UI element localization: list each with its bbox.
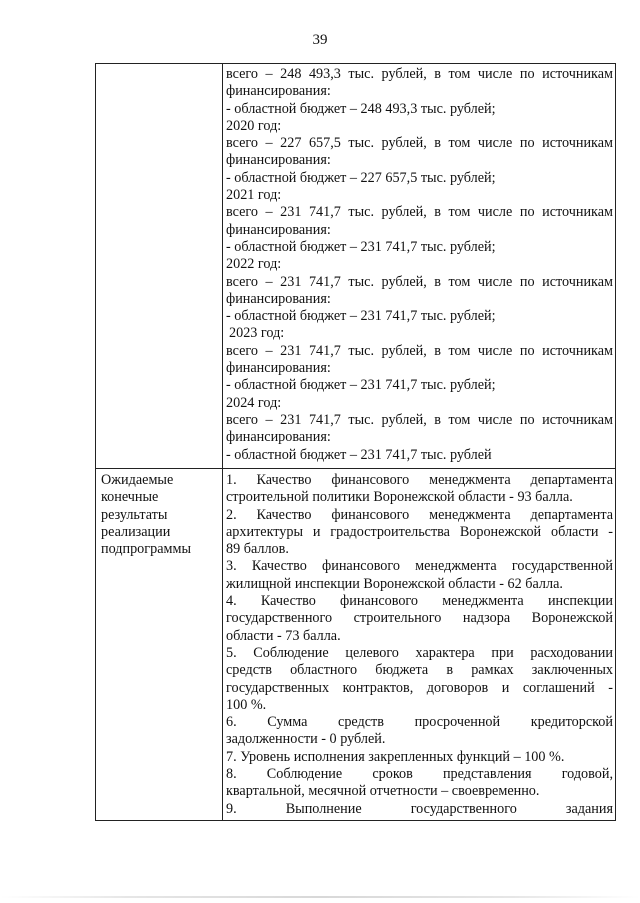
table-row-expected-results xyxy=(96,469,616,821)
text-line: 100 %. xyxy=(226,696,267,713)
row-label-line: Ожидаемые xyxy=(101,472,174,488)
row2-label-cell xyxy=(96,469,223,821)
row1-content-cell xyxy=(223,64,616,469)
text-line: средств областного бюджета в рамках заключенных xyxy=(226,662,613,679)
text-line: 2022 год: xyxy=(226,256,282,273)
text-line: государственных контрактов, договоров и соглашений - xyxy=(226,679,613,696)
text-line: финансирования: xyxy=(226,429,331,446)
text-line: финансирования: xyxy=(226,152,331,169)
table-row-financing xyxy=(96,64,616,469)
text-line: всего – 248 493,3 тыс. рублей, в том числе по источникам xyxy=(226,66,613,82)
text-line: 7. Уровень исполнения закрепленных функций – 100 %. xyxy=(226,748,565,765)
page-number: 39 xyxy=(312,32,328,48)
text-line: задолженности - 0 рублей. xyxy=(226,731,386,748)
passport-table xyxy=(95,63,616,821)
text-line: 2021 год: xyxy=(226,187,282,204)
text-line: строительной политики Воронежской области - 93 балла. xyxy=(226,489,573,506)
text-line: 3. Качество финансового менеджмента государственной xyxy=(226,558,613,575)
text-line: области - 73 балла. xyxy=(226,627,341,644)
text-line: - областной бюджет – 227 657,5 тыс. рублей; xyxy=(226,169,496,186)
row-label-line: подпрограммы xyxy=(101,541,191,558)
text-line: финансирования: xyxy=(226,290,331,307)
text-line: финансирования: xyxy=(226,360,331,377)
text-line: 89 баллов. xyxy=(226,541,289,558)
text-line: финансирования: xyxy=(226,221,331,238)
text-line: - областной бюджет – 248 493,3 тыс. рублей; xyxy=(226,100,496,117)
text-line: 8. Соблюдение сроков представления годовой, xyxy=(226,766,613,783)
text-line: всего – 231 741,7 тыс. рублей, в том числе по источникам xyxy=(226,273,613,290)
text-line: 6. Сумма средств просроченной кредиторской xyxy=(226,714,613,731)
row2-content-cell xyxy=(223,469,616,821)
text-line: финансирования: xyxy=(226,83,331,100)
text-line: всего – 227 657,5 тыс. рублей, в том числе по источникам xyxy=(226,135,613,152)
text-line: государственного строительного надзора Воронежской xyxy=(226,610,613,627)
scan-edge-line xyxy=(0,896,640,898)
text-line: всего – 231 741,7 тыс. рублей, в том числе по источникам xyxy=(226,342,613,359)
row1-label-cell xyxy=(96,64,223,469)
text-line: 1. Качество финансового менеджмента департамента xyxy=(226,472,613,488)
text-line: - областной бюджет – 231 741,7 тыс. рублей; xyxy=(226,308,496,325)
text-line: квартальной, месячной отчетности – своевременно. xyxy=(226,783,540,800)
text-line: архитектуры и градостроительства Воронежской области - xyxy=(226,523,613,540)
text-line: 2020 год: xyxy=(226,117,282,134)
text-line: жилищной инспекции Воронежской области - 62 балла. xyxy=(226,575,563,592)
text-line: - областной бюджет – 231 741,7 тыс. рублей; xyxy=(226,238,496,255)
text-line: - областной бюджет – 231 741,7 тыс. рублей; xyxy=(226,377,496,394)
row-label-line: реализации xyxy=(101,523,171,540)
text-line: 2023 год: xyxy=(229,325,285,342)
text-line: 5. Соблюдение целевого характера при расходовании xyxy=(226,644,613,661)
text-line: 2. Качество финансового менеджмента департамента xyxy=(226,506,613,523)
text-line: 9. Выполнение государственного задания xyxy=(226,800,613,817)
row-label-line: результаты xyxy=(101,506,168,523)
text-line: всего – 231 741,7 тыс. рублей, в том числе по источникам xyxy=(226,411,613,428)
text-line: всего – 231 741,7 тыс. рублей, в том числе по источникам xyxy=(226,204,613,221)
text-line: - областной бюджет – 231 741,7 тыс. рублей xyxy=(226,446,492,463)
text-line: 2024 год: xyxy=(226,394,282,411)
text-line: 4. Качество финансового менеджмента инспекции xyxy=(226,593,613,610)
row-label-line: конечные xyxy=(101,489,159,506)
